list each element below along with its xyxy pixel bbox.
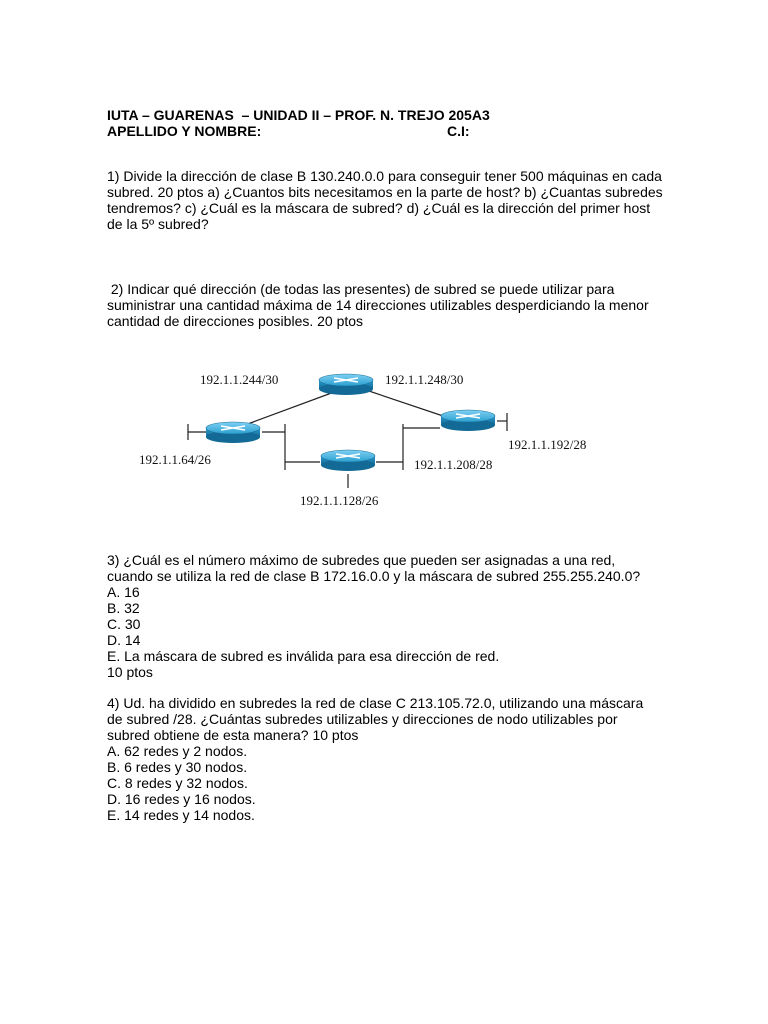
option-e: E. La máscara de subred es inválida para esa dirección de red. <box>107 648 500 664</box>
question-3-line: cuando se utiliza la red de clase B 172.16.0.0 y la máscara de subred 255.255.240.0? <box>107 568 641 584</box>
label-left: 192.1.1.64/26 <box>139 452 211 467</box>
option-e: E. 14 redes y 14 nodos. <box>107 807 255 823</box>
ci-label: C.I: <box>447 123 470 139</box>
name-label: APELLIDO Y NOMBRE: <box>107 123 262 139</box>
option-c: C. 8 redes y 32 nodos. <box>107 775 248 791</box>
question-2-line: cantidad de direcciones posibles. 20 ptos <box>107 313 364 329</box>
label-right: 192.1.1.192/28 <box>508 437 587 452</box>
option-b: B. 32 <box>107 600 140 616</box>
question-1-line: subred. 20 ptos a) ¿Cuantos bits necesitamos en la parte de host? b) ¿Cuantas subredes <box>107 184 663 200</box>
label-top-left: 192.1.1.244/30 <box>200 372 279 387</box>
question-4-line: de subred /28. ¿Cuántas subredes utilizables y direcciones de nodo utilizables por <box>107 711 618 727</box>
points: 10 ptos <box>107 664 153 680</box>
question-4 <box>107 695 643 823</box>
question-3-line: 3) ¿Cuál es el número máximo de subredes que pueden ser asignadas a una red, <box>107 552 616 568</box>
option-c: C. 30 <box>107 616 141 632</box>
router-icon <box>441 410 495 431</box>
router-icon <box>319 374 373 395</box>
question-2-line: 2) Indicar qué dirección (de todas las presentes) de subred se puede utilizar para <box>107 281 615 297</box>
question-2-line: suministrar una cantidad máxima de 14 direcciones utilizables desperdiciando la menor <box>107 297 649 313</box>
option-a: A. 16 <box>107 584 140 600</box>
router-icon <box>206 422 260 443</box>
router-icon <box>321 450 375 471</box>
option-a: A. 62 redes y 2 nodos. <box>107 743 248 759</box>
question-1-line: 1) Divide la dirección de clase B 130.240.0.0 para conseguir tener 500 máquinas en cada <box>107 168 662 184</box>
label-top-right: 192.1.1.248/30 <box>385 372 464 387</box>
question-4-line: 4) Ud. ha dividido en subredes la red de clase C 213.105.72.0, utilizando una máscara <box>107 695 644 711</box>
question-3 <box>107 552 640 680</box>
question-1-line: tendremos? c) ¿Cuál es la máscara de subred? d) ¿Cuál es la dirección del primer host <box>107 200 651 216</box>
option-d: D. 14 <box>107 632 141 648</box>
link-top-right <box>360 388 455 420</box>
header-title: IUTA – GUARENAS – UNIDAD II – PROF. N. TREJO 205A3 <box>107 107 490 123</box>
question-1-line: de la 5º subred? <box>107 216 209 232</box>
option-d: D. 16 redes y 16 nodos. <box>107 791 256 807</box>
label-bottom: 192.1.1.128/26 <box>300 493 379 508</box>
question-4-line: subred obtiene de esta manera? 10 ptos <box>107 727 359 743</box>
label-middle-right: 192.1.1.208/28 <box>414 457 493 472</box>
option-b: B. 6 redes y 30 nodos. <box>107 759 248 775</box>
